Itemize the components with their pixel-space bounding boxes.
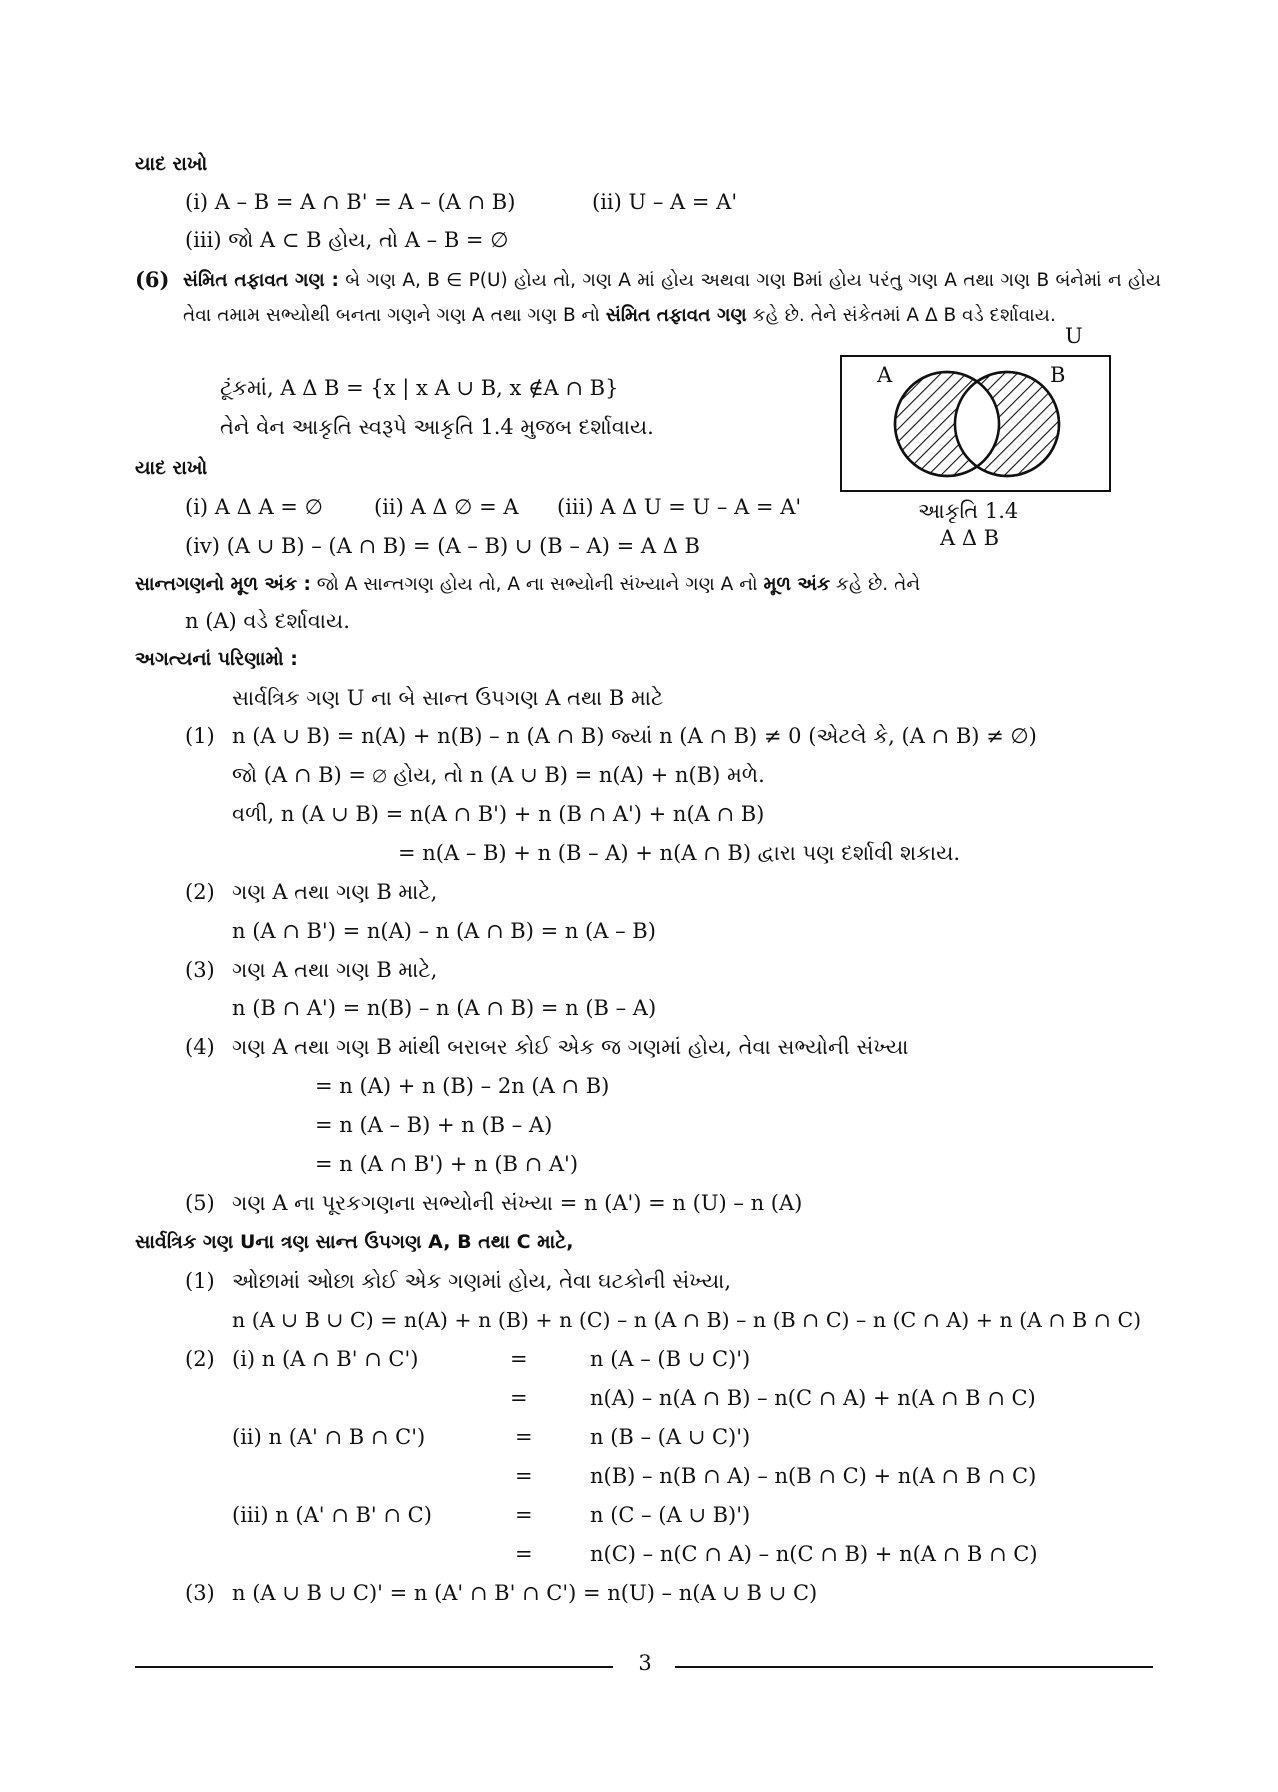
result1-line1: n (A ∪ B) = n(A) + n(B) – n (A ∩ B) જ્યાં n (A ∩ B) ≠ 0 (એટલે કે, (A ∩ B) ≠ ∅) [232, 724, 1037, 748]
result2-line2: n (A ∩ B') = n(A) – n (A ∩ B) = n (A – B) [232, 919, 656, 943]
symmetric-paragraph [183, 263, 1161, 333]
three2-number: (2) [185, 1347, 215, 1371]
remember2-item2: (ii) A Δ ∅ = A [374, 495, 519, 519]
page-number: 3 [638, 1651, 652, 1675]
three2-i-lhs: (i) n (A ∩ B' ∩ C') [232, 1347, 419, 1371]
cardinal-text1: જો A સાન્તગણ હોય તો, A ના સભ્યોની સંખ્યાને ગણ A નો [316, 574, 758, 595]
cardinal-line2: n (A) વડે દર્શાવાય. [185, 609, 350, 633]
three2-iii-rhs1: n (C – (A ∪ B)') [590, 1503, 751, 1527]
three2-ii-eq1: = [515, 1425, 533, 1449]
three2-iii-eq1: = [515, 1503, 533, 1527]
symmetric-title-inline: સંમિત તફાવત ગણ [605, 305, 747, 326]
remember1-item3: (iii) જો A ⊂ B હોય, તો A – B = ∅ [185, 228, 509, 252]
result4-number: (4) [185, 1035, 215, 1059]
symmetric-short-def: ટૂંકમાં, A Δ B = {x | x A ∪ B, x ∉A ∩ B} [220, 376, 619, 400]
result4-line3: = n (A – B) + n (B – A) [315, 1113, 553, 1137]
result1-line3: વળી, n (A ∪ B) = n(A ∩ B') + n (B ∩ A') + n(A ∩ B) [232, 802, 765, 826]
footer-rule-left [135, 1666, 613, 1668]
cardinal-paragraph [135, 567, 1161, 602]
remember-heading-2: યાદ રાખો [135, 457, 208, 479]
three1-line1: ઓછામાં ઓછા કોઈ એક ગણમાં હોય, તેવા ઘટકોની સંખ્યા, [232, 1269, 732, 1293]
figure-caption-1: આકૃતિ 1.4 [918, 499, 1019, 523]
result4-line4: = n (A ∩ B') + n (B ∩ A') [315, 1152, 579, 1176]
remember2-item1: (i) A Δ A = ∅ [185, 495, 323, 519]
symmetric-text2: કહે છે. તેને સંકેતમાં A Δ B વડે દર્શાવાય. [752, 305, 1056, 326]
three1-line2: n (A ∪ B ∪ C) = n(A) + n (B) + n (C) – n (A ∩ B) – n (B ∩ C) – n (C ∩ A) + n (A ∩ B ∩ C) [232, 1308, 1142, 1332]
result5-number: (5) [185, 1191, 215, 1215]
three2-iii-lhs: (iii) n (A' ∩ B' ∩ C) [232, 1503, 432, 1527]
result2-number: (2) [185, 880, 215, 904]
set-b-label: B [1050, 363, 1066, 387]
three2-iii-rhs2: n(C) – n(C ∩ A) – n(C ∩ B) + n(A ∩ B ∩ C) [590, 1542, 1038, 1566]
footer-rule-right [675, 1666, 1153, 1668]
remember1-item2: (ii) U – A = A' [592, 190, 738, 214]
result3-line1: ગણ A તથા ગણ B માટે, [232, 958, 438, 982]
result1-line2: જો (A ∩ B) = ∅ હોય, તો n (A ∪ B) = n(A) + n(B) મળે. [232, 763, 765, 787]
three2-i-rhs2: n(A) – n(A ∩ B) – n(C ∩ A) + n(A ∩ B ∩ C) [590, 1386, 1036, 1410]
figure-caption-2: A Δ B [940, 526, 1000, 550]
remember2-item3: (iii) A Δ U = U – A = A' [557, 495, 802, 519]
three2-i-rhs1: n (A – (B ∪ C)') [590, 1347, 751, 1371]
results-heading: અગત્યનાં પરિણામો : [135, 648, 298, 670]
result3-number: (3) [185, 958, 215, 982]
universe-label: U [1065, 324, 1083, 348]
result3-line2: n (B ∩ A') = n(B) – n (A ∩ B) = n (B – A) [232, 996, 657, 1020]
three1-number: (1) [185, 1269, 215, 1293]
cardinal-bold: મૂળ અંક [763, 574, 831, 595]
three2-ii-lhs: (ii) n (A' ∩ B ∩ C') [232, 1425, 426, 1449]
symmetric-title: સંમિત તફાવત ગણ : [183, 270, 339, 291]
result1-line4: = n(A – B) + n (B – A) + n(A ∩ B) દ્વારા પણ દર્શાવી શકાય. [398, 841, 961, 865]
remember-heading-1: યાદ રાખો [135, 153, 208, 175]
three2-ii-eq2: = [515, 1464, 533, 1488]
three2-ii-rhs1: n (B – (A ∪ C)') [590, 1425, 751, 1449]
set-a-label: A [877, 363, 893, 387]
cardinal-title: સાન્તગણનો મૂળ અંક : [135, 574, 311, 595]
results-intro: સાર્વત્રિક ગણ U ના બે સાન્ત ઉપગણ A તથા B માટે [232, 686, 664, 710]
three2-i-eq2: = [510, 1386, 528, 1410]
remember1-item1: (i) A – B = A ∩ B' = A – (A ∩ B) [185, 190, 516, 214]
result5-line1: ગણ A ના પૂરકગણના સભ્યોની સંખ્યા = n (A') = n (U) – n (A) [232, 1191, 803, 1215]
symmetric-venn-text: તેને વેન આકૃતિ સ્વરૂપે આકૃતિ 1.4 મુજબ દર્શાવાય. [220, 415, 654, 439]
cardinal-text2: કહે છે. તેને [835, 574, 921, 595]
three3-number: (3) [185, 1581, 215, 1605]
three2-iii-eq2: = [515, 1542, 533, 1566]
three2-i-eq1: = [510, 1347, 528, 1371]
three2-ii-rhs2: n(B) – n(B ∩ A) – n(B ∩ C) + n(A ∩ B ∩ C) [590, 1464, 1037, 1488]
symmetric-number: (6) [135, 267, 170, 292]
three-sets-heading: સાર્વત્રિક ગણ Uના ત્રણ સાન્ત ઉપગણ A, B તથા C માટે, [135, 1231, 574, 1253]
result4-line1: ગણ A તથા ગણ B માંથી બરાબર કોઈ એક જ ગણમાં હોય, તેવા સભ્યોની સંખ્યા [232, 1035, 909, 1059]
remember2-item4: (iv) (A ∪ B) – (A ∩ B) = (A – B) ∪ (B – A) = A Δ B [185, 534, 700, 558]
symmetric-text1: બે ગણ A, B ∈ P(U) હોય તો, ગણ A માં હોય અથવા ગણ Bમાં હોય પરંતુ ગણ A તથા ગણ B બંનેમાં ન હોય તેવા તમામ સભ્યોથી બનતા ગણને ગણ A તથા ગણ B નો [183, 270, 1161, 326]
result1-number: (1) [185, 724, 215, 748]
venn-diagram [840, 355, 1111, 492]
result2-line1: ગણ A તથા ગણ B માટે, [232, 880, 438, 904]
result4-line2: = n (A) + n (B) – 2n (A ∩ B) [315, 1074, 610, 1098]
three3-line1: n (A ∪ B ∪ C)' = n (A' ∩ B' ∩ C') = n(U) – n(A ∪ B ∪ C) [232, 1581, 818, 1605]
